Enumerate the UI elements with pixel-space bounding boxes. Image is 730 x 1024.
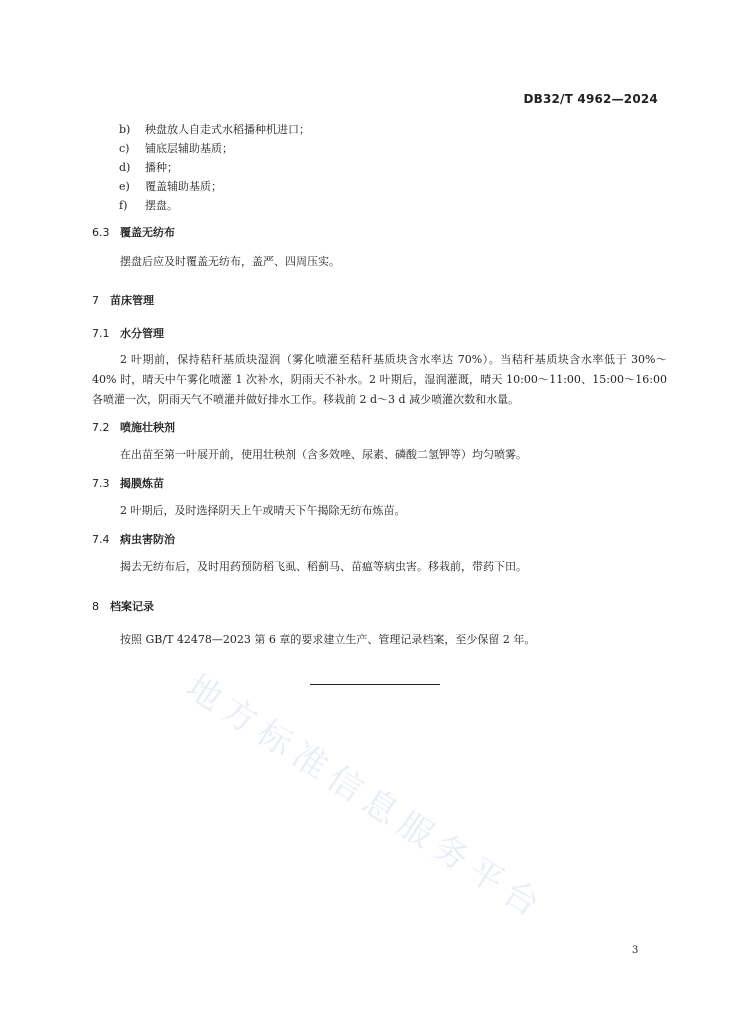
section-heading-7-3: 7.3 揭膜炼苗 [92, 477, 164, 490]
document-code: DB32/T 4962—2024 [523, 92, 658, 106]
page-number: 3 [632, 945, 639, 956]
list-item: b) 秧盘放人自走式水稻播种机进口； [119, 123, 310, 136]
section-body-8: 按照 GB/T 42478—2023 第 6 章的要求建立生产、管理记录档案，至少保留 2 年。 [120, 633, 536, 646]
section-body-7-3: 2 叶期后，及时选择阴天上午或晴天下午揭除无纺布炼苗。 [120, 504, 406, 517]
list-item: d) 播种； [119, 161, 178, 174]
section-heading-6-3: 6.3 覆盖无纺布 [92, 226, 175, 239]
section-body-7-4: 揭去无纺布后，及时用药预防稻飞虱、稻蓟马、苗瘟等病虫害。移栽前，带药下田。 [120, 560, 527, 573]
section-heading-7-2: 7.2 喷施壮秧剂 [92, 421, 175, 434]
step-list [119, 120, 310, 215]
section-body-7-1: 2 叶期前，保持秸秆基质块湿润（雾化喷灌至秸秆基质块含水率达 70%）。当秸秆基质块含水率低于 30%～40% 时，晴天中午雾化喷灌 1 次补水，阴雨天不补水。2 叶期后，湿润灌溉，晴天 10:00～11:00、15:00～16:00 各喷灌一次，阴雨天气不喷灌并做好排水工作。移栽前 2 d～3 d 减少喷灌次数和水量。 [92, 353, 667, 406]
list-item: e) 覆盖辅助基质； [119, 180, 222, 193]
section-heading-8: 8 档案记录 [92, 600, 154, 613]
section-body-6-3: 摆盘后应及时覆盖无纺布，盖严、四周压实。 [120, 255, 340, 268]
section-heading-7-1: 7.1 水分管理 [92, 327, 164, 340]
section-heading-7-4: 7.4 病虫害防治 [92, 533, 175, 546]
section-body-7-2: 在出苗至第一叶展开前，使用壮秧剂（含多效唑、尿素、磷酸二氢钾等）均匀喷雾。 [120, 448, 527, 461]
watermark: 地方标准信息服务平台 [178, 666, 553, 930]
list-item: f) 摆盘。 [119, 199, 178, 212]
list-item: c) 铺底层辅助基质； [119, 142, 233, 155]
section-heading-7: 7 苗床管理 [92, 294, 154, 307]
end-rule [310, 684, 440, 685]
